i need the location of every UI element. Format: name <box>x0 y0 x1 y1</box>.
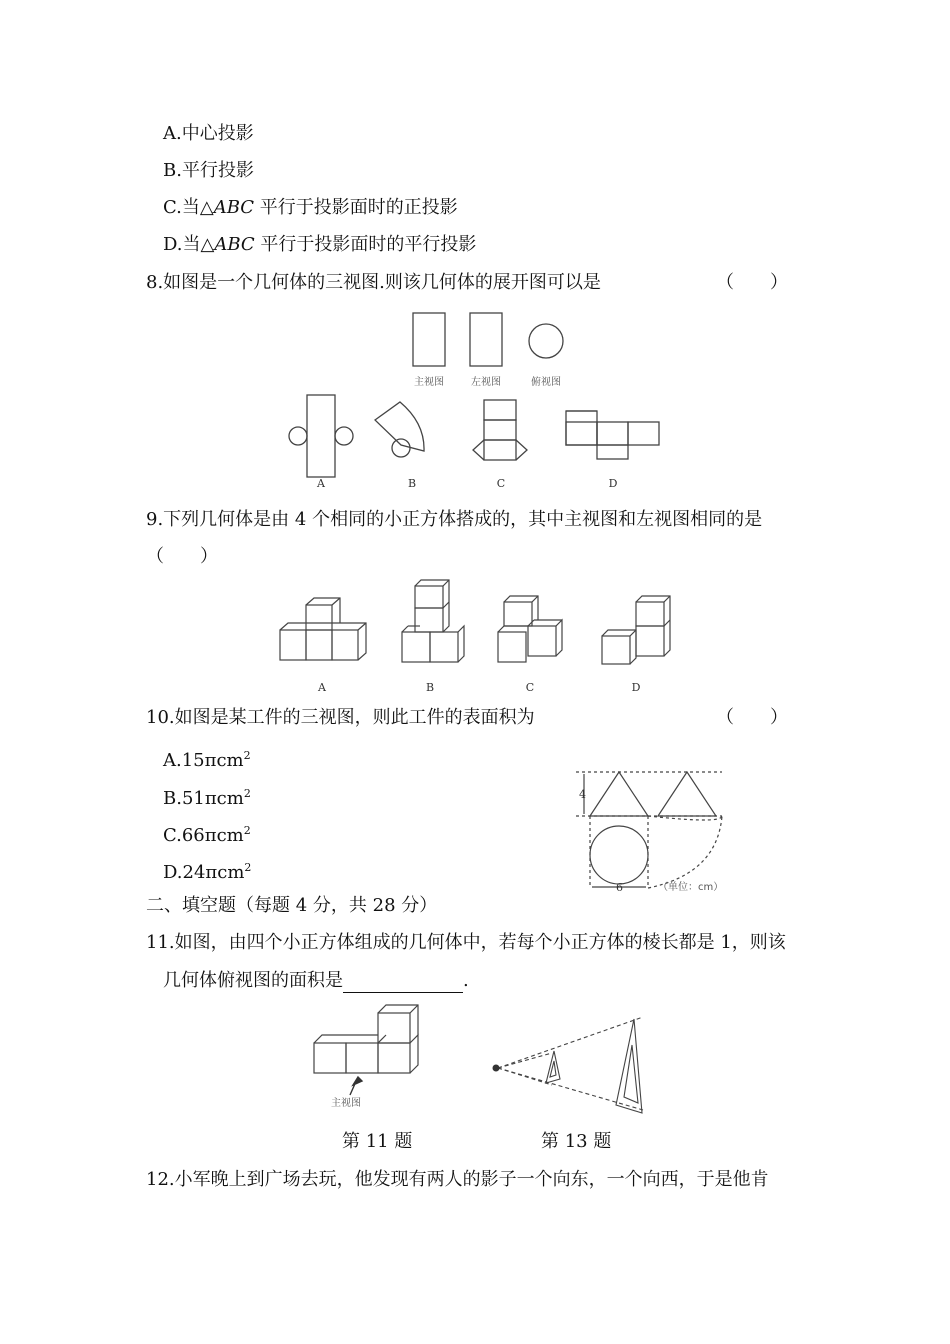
q8-front-view <box>413 313 445 366</box>
q11-front-view-label: 主视图 <box>331 1098 361 1109</box>
q8-answer-paren: （ ） <box>716 272 788 293</box>
q10-figure <box>572 764 742 894</box>
q10-option-c <box>163 819 251 848</box>
q10-option-a-text: A.15πcm <box>163 750 244 771</box>
q13-caption: 第 13 题 <box>541 1131 612 1152</box>
q8-option-label-c: C <box>496 477 506 490</box>
q8-figure <box>280 305 670 495</box>
q9-option-c-shape <box>498 596 562 662</box>
q7-option-a: A.中心投影 <box>163 123 254 144</box>
q7-option-c-suffix: 平行于投影面时的正投影 <box>254 197 458 218</box>
q8-option-label-d: D <box>608 477 618 490</box>
q9-option-label-b: B <box>425 681 435 694</box>
q8-top-view <box>529 324 563 358</box>
q11-caption: 第 11 题 <box>342 1131 413 1152</box>
q10-option-c-sup: 2 <box>243 824 251 837</box>
q10-option-b-sup: 2 <box>243 787 251 800</box>
q9-stem: 9.下列几何体是由 4 个相同的小正方体搭成的，其中主视图和左视图相同的是 <box>146 509 763 530</box>
q11-answer-blank[interactable] <box>343 974 463 993</box>
q7-option-b: B.平行投影 <box>163 160 254 181</box>
q11-period: . <box>463 970 469 991</box>
q13-figure <box>488 1005 648 1115</box>
q11-stem-line2-text: 几何体俯视图的面积是 <box>163 970 343 991</box>
q7-option-d-abc: ABC <box>214 234 255 255</box>
q7-option-d-prefix: D.当△ <box>163 234 215 255</box>
q10-option-c-text: C.66πcm <box>163 825 244 846</box>
q8-option-c-shape <box>484 400 516 420</box>
q9-answer-paren: （ ） <box>146 546 218 567</box>
q7-option-c-prefix: C.当△ <box>163 197 214 218</box>
q10-top-view-circle <box>590 826 648 884</box>
section2-title: 二、填空题（每题 4 分，共 28 分） <box>146 895 438 916</box>
q11-figure <box>308 1005 423 1115</box>
q10-height-label: 4 <box>579 788 586 801</box>
q10-option-b-text: B.51πcm <box>163 788 244 809</box>
q8-option-a-shape <box>307 395 335 477</box>
q11-stem-line2 <box>163 969 469 993</box>
q9-option-label-a: A <box>318 681 326 694</box>
q9-option-label-d: D <box>631 681 641 694</box>
q9-option-d-shape <box>602 596 670 664</box>
q8-view-label-top: 俯视图 <box>531 377 561 388</box>
q10-stem: 10.如图是某工件的三视图，则此工件的表面积为 <box>146 707 535 728</box>
q10-option-a <box>163 744 251 773</box>
q7-option-d-suffix: 平行于投影面时的平行投影 <box>254 234 477 255</box>
q7-option-d <box>163 233 476 257</box>
q13-light-source-icon <box>493 1065 500 1072</box>
q8-option-label-b: B <box>407 477 417 490</box>
q9-option-label-c: C <box>525 681 535 694</box>
q10-front-view-triangle <box>590 772 648 816</box>
q8-option-b-shape <box>375 402 424 451</box>
q10-option-d-sup: 2 <box>244 861 252 874</box>
q7-option-c-abc: ABC <box>213 197 255 218</box>
q8-option-label-a: A <box>317 477 325 490</box>
q8-view-label-left: 左视图 <box>471 377 501 388</box>
q10-option-d-text: D.24πcm <box>163 862 245 883</box>
q10-left-view-triangle <box>658 772 716 816</box>
q10-width-label: 6 <box>616 881 623 894</box>
q8-stem: 8.如图是一个几何体的三视图.则该几何体的展开图可以是 <box>146 272 601 293</box>
q9-figure <box>270 578 680 700</box>
q10-option-d <box>163 856 251 885</box>
q10-answer-paren: （ ） <box>716 707 788 728</box>
q11-stem-line1: 11.如图，由四个小正方体组成的几何体中，若每个小正方体的棱长都是 1，则该 <box>146 932 786 953</box>
q8-option-d-shape <box>566 411 597 445</box>
q10-option-a-sup: 2 <box>243 749 251 762</box>
q9-option-b-shape <box>402 580 464 662</box>
q7-option-c <box>163 196 458 220</box>
q12-stem: 12.小军晚上到广场去玩，他发现有两人的影子一个向东，一个向西，于是他肯 <box>146 1169 769 1190</box>
q9-option-a-shape <box>280 598 366 660</box>
q10-option-b <box>163 782 251 811</box>
q10-unit-label: （单位：cm） <box>658 882 724 893</box>
q8-left-view <box>470 313 502 366</box>
q8-view-label-front: 主视图 <box>414 377 444 388</box>
